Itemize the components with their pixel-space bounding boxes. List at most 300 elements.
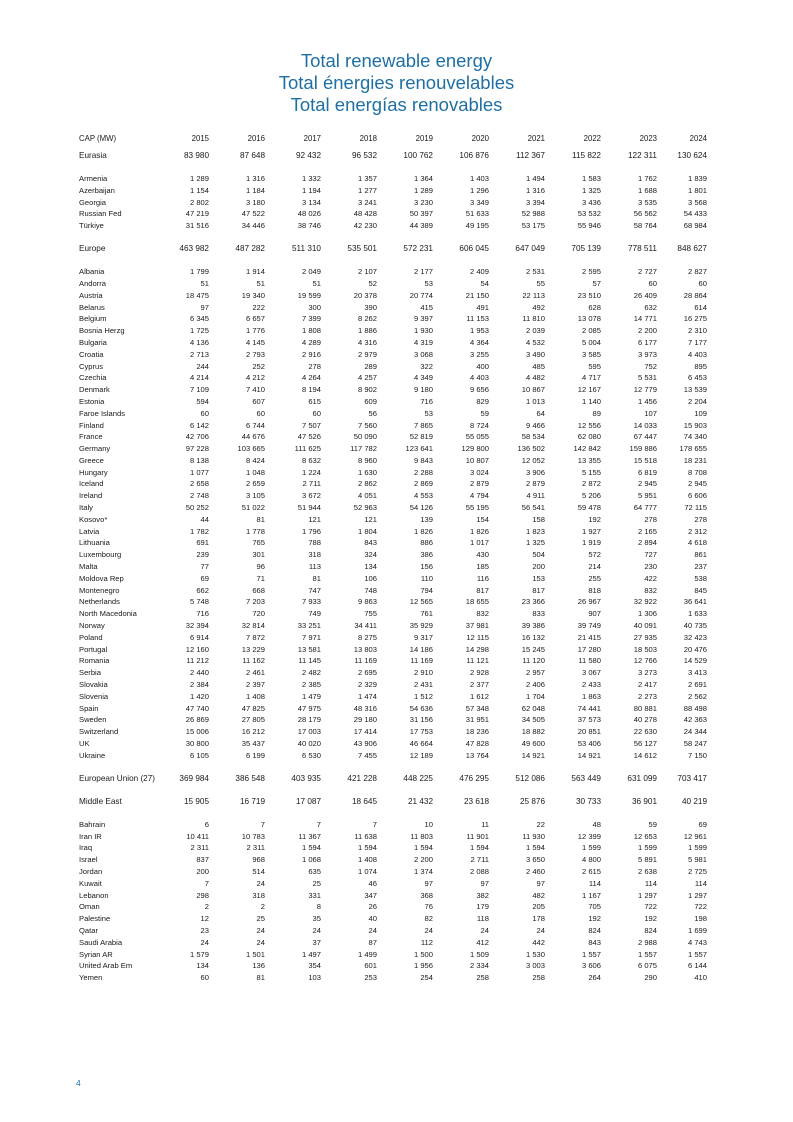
cell-value: 1 704 — [525, 691, 545, 701]
cell-value: 37 573 — [577, 715, 601, 725]
cell-value: 1 612 — [469, 691, 489, 701]
cell-value: 1 077 — [189, 467, 209, 477]
cell-value: 6 744 — [245, 420, 265, 430]
cell-value: 24 — [312, 925, 321, 935]
cell-value: 40 219 — [681, 796, 707, 806]
cell-value: 382 — [476, 890, 489, 900]
row-label: UK — [79, 739, 90, 749]
cell-value: 10 783 — [241, 831, 265, 841]
cell-value: 2 431 — [413, 680, 433, 690]
cell-value: 74 340 — [683, 432, 707, 442]
cell-value: 15 518 — [633, 455, 657, 465]
cell-value: 2 691 — [687, 680, 707, 690]
row-spacer — [79, 162, 707, 173]
cell-value: 705 — [588, 902, 601, 912]
country-row — [79, 949, 707, 961]
cell-value: 1 599 — [687, 843, 707, 853]
cell-value: 691 — [196, 538, 209, 548]
cell-value: 1 530 — [525, 949, 545, 959]
cell-value: 1 594 — [301, 843, 321, 853]
cell-value: 2 658 — [189, 479, 209, 489]
cell-value: 2 204 — [687, 396, 707, 406]
cell-value: 26 — [368, 902, 377, 912]
country-row — [79, 549, 707, 561]
cell-value: 511 310 — [292, 244, 321, 254]
cell-value: 7 — [260, 819, 265, 829]
row-label: Czechia — [79, 373, 107, 383]
cell-value: 6 345 — [189, 314, 209, 324]
cell-value: 2 107 — [357, 267, 377, 277]
row-label: Belgium — [79, 314, 107, 324]
cell-value: 4 349 — [413, 373, 433, 383]
cell-value: 47 828 — [465, 739, 489, 749]
cell-value: 12 189 — [409, 750, 433, 760]
country-row — [79, 750, 707, 762]
cell-value: 57 348 — [465, 703, 489, 713]
cell-value: 51 022 — [241, 503, 265, 513]
cell-value: 538 — [694, 573, 707, 583]
country-row — [79, 714, 707, 726]
cell-value: 9 863 — [357, 597, 377, 607]
cell-value: 23 — [200, 925, 209, 935]
year-header: 2017 — [303, 134, 321, 143]
cell-value: 829 — [476, 396, 489, 406]
cell-value: 788 — [308, 538, 321, 548]
cell-value: 4 743 — [687, 937, 707, 947]
cell-value: 4 403 — [687, 349, 707, 359]
cell-value: 50 252 — [185, 503, 209, 513]
row-label: Bahrain — [79, 819, 106, 829]
cell-value: 55 — [536, 278, 545, 288]
row-label: Netherlands — [79, 597, 120, 607]
cell-value: 6 657 — [245, 314, 265, 324]
cell-value: 51 944 — [297, 503, 321, 513]
cell-value: 895 — [694, 361, 707, 371]
cell-value: 1 796 — [301, 526, 321, 536]
title-fr: Total énergies renouvelables — [278, 72, 515, 93]
row-label: Syrian AR — [79, 949, 113, 959]
cell-value: 491 — [476, 302, 489, 312]
cell-value: 12 556 — [577, 420, 601, 430]
cell-value: 615 — [308, 396, 321, 406]
cell-value: 50 397 — [409, 209, 433, 219]
cell-value: 264 — [588, 973, 601, 983]
country-row — [79, 854, 707, 866]
row-spacer — [79, 232, 707, 243]
cell-value: 1 594 — [469, 843, 489, 853]
country-row — [79, 220, 707, 232]
cell-value: 9 180 — [413, 385, 433, 395]
cell-value: 1 325 — [525, 538, 545, 548]
cell-value: 2 659 — [245, 479, 265, 489]
cell-value: 300 — [308, 302, 321, 312]
cell-value: 51 — [312, 278, 321, 288]
cell-value: 258 — [476, 973, 489, 983]
row-label: Ireland — [79, 491, 103, 501]
cell-value: 1 778 — [245, 526, 265, 536]
cell-value: 1 688 — [637, 185, 657, 195]
cell-value: 23 618 — [463, 796, 489, 806]
cell-value: 178 — [532, 914, 545, 924]
country-row — [79, 290, 707, 302]
cell-value: 632 — [644, 302, 657, 312]
cell-value: 130 624 — [677, 151, 707, 160]
cell-value: 244 — [196, 361, 209, 371]
cell-value: 18 236 — [465, 727, 489, 737]
cell-value: 668 — [252, 585, 265, 595]
cell-value: 1 140 — [581, 396, 601, 406]
row-spacer — [79, 255, 707, 266]
cell-value: 1 296 — [469, 185, 489, 195]
cell-value: 134 — [196, 961, 209, 971]
cell-value: 2 311 — [190, 843, 209, 853]
title-block — [0, 50, 793, 116]
cell-value: 4 264 — [301, 373, 321, 383]
year-header: 2022 — [583, 134, 601, 143]
cell-value: 2 482 — [301, 668, 321, 678]
year-header: 2015 — [191, 134, 209, 143]
cell-value: 1 919 — [581, 538, 601, 548]
country-row — [79, 608, 707, 620]
cell-value: 4 364 — [469, 337, 489, 347]
cell-value: 87 648 — [239, 151, 265, 160]
cell-value: 6 914 — [189, 632, 209, 642]
country-row — [79, 866, 707, 878]
cell-value: 53 532 — [577, 209, 601, 219]
cell-value: 24 — [424, 925, 433, 935]
row-label: Jordan — [79, 866, 103, 876]
cell-value: 347 — [364, 890, 377, 900]
cell-value: 136 — [252, 961, 265, 971]
cell-value: 1 801 — [687, 185, 707, 195]
country-row — [79, 913, 707, 925]
cell-value: 4 051 — [357, 491, 377, 501]
cell-value: 318 — [252, 890, 265, 900]
cell-value: 720 — [252, 609, 265, 619]
cell-value: 12 399 — [577, 831, 601, 841]
cell-value: 3 973 — [637, 349, 657, 359]
row-label: Armenia — [79, 173, 108, 183]
cell-value: 80 881 — [633, 703, 657, 713]
cell-value: 324 — [364, 550, 377, 560]
cell-value: 2 725 — [687, 866, 707, 876]
cell-value: 7 399 — [301, 314, 321, 324]
cell-value: 1 557 — [581, 949, 601, 959]
cell-value: 1 154 — [189, 185, 209, 195]
cell-value: 116 — [476, 573, 489, 583]
cell-value: 40 278 — [633, 715, 657, 725]
cell-value: 32 394 — [185, 621, 209, 631]
cell-value: 748 — [364, 585, 377, 595]
cell-value: 55 055 — [465, 432, 489, 442]
cell-value: 25 — [312, 878, 321, 888]
cell-value: 47 522 — [241, 209, 265, 219]
cell-value: 81 — [312, 573, 321, 583]
cell-value: 27 805 — [241, 715, 265, 725]
country-row — [79, 478, 707, 490]
cell-value: 13 764 — [465, 750, 489, 760]
cell-value: 23 510 — [577, 290, 601, 300]
row-label: Azerbaijan — [79, 185, 115, 195]
cell-value: 606 045 — [459, 244, 489, 254]
cell-value: 1 325 — [581, 185, 601, 195]
country-row — [79, 596, 707, 608]
cell-value: 11 638 — [354, 831, 377, 841]
cell-value: 35 929 — [409, 621, 433, 631]
cell-value: 1 364 — [413, 173, 433, 183]
row-label: Moldova Rep — [79, 573, 124, 583]
cell-value: 53 — [424, 278, 433, 288]
cell-value: 8 424 — [245, 455, 265, 465]
cell-value: 97 — [200, 302, 209, 312]
cell-value: 448 225 — [403, 773, 433, 783]
cell-value: 4 289 — [301, 337, 321, 347]
cell-value: 77 — [200, 562, 209, 572]
row-label: Denmark — [79, 385, 110, 395]
cell-value: 3 436 — [581, 197, 601, 207]
cell-value: 42 363 — [683, 715, 707, 725]
cell-value: 9 466 — [525, 420, 545, 430]
cell-value: 12 160 — [185, 644, 209, 654]
row-label: Serbia — [79, 668, 101, 678]
country-row — [79, 349, 707, 361]
cell-value: 230 — [644, 562, 657, 572]
cell-value: 3 230 — [413, 197, 433, 207]
cell-value: 4 403 — [469, 373, 489, 383]
cell-value: 2 531 — [525, 267, 545, 277]
capacity-table — [79, 128, 707, 984]
cell-value: 44 — [200, 514, 209, 524]
cell-value: 16 275 — [683, 314, 707, 324]
cell-value: 1 403 — [469, 173, 489, 183]
country-row — [79, 526, 707, 538]
row-label: Norway — [79, 621, 105, 631]
cell-value: 22 630 — [633, 727, 657, 737]
cell-value: 907 — [588, 609, 601, 619]
country-row — [79, 467, 707, 479]
cell-value: 5 206 — [581, 491, 601, 501]
cell-value: 755 — [364, 609, 377, 619]
cell-value: 3 394 — [525, 197, 545, 207]
cell-value: 845 — [694, 585, 707, 595]
cell-value: 158 — [532, 514, 545, 524]
cell-value: 6 530 — [301, 750, 321, 760]
cell-value: 11 810 — [522, 314, 545, 324]
cell-value: 6 199 — [245, 750, 265, 760]
cell-value: 89 — [592, 408, 601, 418]
cell-value: 968 — [252, 855, 265, 865]
cell-value: 58 247 — [683, 739, 707, 749]
cell-value: 1 583 — [581, 173, 601, 183]
cell-value: 24 — [200, 937, 209, 947]
cell-value: 46 — [368, 878, 377, 888]
cell-value: 512 086 — [515, 773, 545, 783]
cell-value: 7 — [316, 819, 321, 829]
cell-value: 368 — [420, 890, 433, 900]
cell-value: 1 194 — [301, 185, 321, 195]
cell-value: 9 397 — [413, 314, 433, 324]
country-row — [79, 490, 707, 502]
cell-value: 3 413 — [687, 668, 707, 678]
cell-value: 8 960 — [357, 455, 377, 465]
cell-value: 2 638 — [637, 866, 657, 876]
cell-value: 2 334 — [469, 961, 489, 971]
cell-value: 7 455 — [357, 750, 377, 760]
cell-value: 7 109 — [189, 385, 209, 395]
cell-value: 9 656 — [469, 385, 489, 395]
cell-value: 6 606 — [687, 491, 707, 501]
cell-value: 761 — [420, 609, 433, 619]
cell-value: 752 — [644, 361, 657, 371]
row-label: Sweden — [79, 715, 107, 725]
region-row — [79, 796, 707, 808]
country-row — [79, 726, 707, 738]
cell-value: 2 397 — [245, 680, 265, 690]
cell-value: 52 963 — [353, 503, 377, 513]
row-label: Hungary — [79, 467, 108, 477]
cell-value: 87 — [368, 937, 377, 947]
cell-value: 21 415 — [577, 632, 601, 642]
row-label: Lithuania — [79, 538, 110, 548]
cell-value: 2 727 — [637, 267, 657, 277]
cell-value: 12 961 — [683, 831, 707, 841]
row-label: Bosnia Herzg — [79, 326, 125, 336]
country-row — [79, 632, 707, 644]
cell-value: 69 — [200, 573, 209, 583]
cell-value: 4 136 — [189, 337, 209, 347]
cell-value: 631 099 — [627, 773, 657, 783]
cell-value: 3 067 — [581, 668, 601, 678]
cell-value: 1 826 — [469, 526, 489, 536]
year-header: 2018 — [359, 134, 377, 143]
cell-value: 2 200 — [413, 855, 433, 865]
cell-value: 34 411 — [354, 621, 377, 631]
cell-value: 142 842 — [573, 444, 601, 454]
row-spacer — [79, 785, 707, 796]
cell-value: 136 502 — [517, 444, 545, 454]
cell-value: 6 105 — [189, 750, 209, 760]
cell-value: 837 — [196, 855, 209, 865]
row-label: Kosovo* — [79, 514, 108, 524]
cell-value: 415 — [420, 302, 433, 312]
cell-value: 369 984 — [179, 773, 209, 783]
cell-value: 40 020 — [297, 739, 321, 749]
country-row — [79, 937, 707, 949]
cell-value: 843 — [364, 538, 377, 548]
cell-value: 25 — [256, 914, 265, 924]
cell-value: 278 — [694, 514, 707, 524]
cell-value: 278 — [308, 361, 321, 371]
cell-value: 24 — [256, 925, 265, 935]
cell-value: 2 945 — [637, 479, 657, 489]
row-label: Qatar — [79, 925, 98, 935]
cell-value: 2 711 — [302, 479, 321, 489]
cell-value: 400 — [476, 361, 489, 371]
cell-value: 81 — [256, 973, 265, 983]
cell-value: 48 316 — [353, 703, 377, 713]
cell-value: 20 476 — [683, 644, 707, 654]
cell-value: 10 807 — [465, 455, 489, 465]
cell-value: 1 297 — [687, 890, 707, 900]
year-header: 2021 — [527, 134, 545, 143]
country-row — [79, 514, 707, 526]
cell-value: 10 411 — [186, 831, 209, 841]
cell-value: 2 879 — [525, 479, 545, 489]
row-label: Estonia — [79, 396, 105, 406]
cell-value: 833 — [532, 609, 545, 619]
cell-value: 1 839 — [687, 173, 707, 183]
cell-value: 1 408 — [357, 855, 377, 865]
row-label: Georgia — [79, 197, 107, 207]
cell-value: 14 186 — [409, 644, 433, 654]
cell-value: 6 — [204, 819, 209, 829]
cell-value: 7 971 — [301, 632, 321, 642]
cell-value: 56 127 — [633, 739, 657, 749]
cell-value: 107 — [644, 408, 657, 418]
cell-value: 703 417 — [677, 773, 707, 783]
cell-value: 17 753 — [409, 727, 433, 737]
cell-value: 49 195 — [465, 221, 489, 231]
cell-value: 824 — [588, 925, 601, 935]
cell-value: 1 074 — [357, 866, 377, 876]
cell-value: 36 901 — [631, 796, 657, 806]
cell-value: 817 — [532, 585, 545, 595]
cell-value: 1 599 — [581, 843, 601, 853]
cell-value: 52 819 — [409, 432, 433, 442]
cell-value: 13 078 — [577, 314, 601, 324]
cell-value: 13 581 — [297, 644, 321, 654]
cell-value: 628 — [588, 302, 601, 312]
country-row — [79, 443, 707, 455]
cell-value: 30 800 — [185, 739, 209, 749]
country-row — [79, 691, 707, 703]
country-row — [79, 325, 707, 337]
cell-value: 122 311 — [628, 151, 657, 160]
row-label: Yemen — [79, 973, 103, 983]
cell-value: 57 — [592, 278, 601, 288]
cell-value: 103 665 — [237, 444, 265, 454]
cell-value: 2 945 — [687, 479, 707, 489]
cell-value: 3 273 — [637, 668, 657, 678]
cell-value: 35 — [312, 914, 321, 924]
cell-value: 2 165 — [637, 526, 657, 536]
cell-value: 40 735 — [683, 621, 707, 631]
cell-value: 2 177 — [413, 267, 433, 277]
cell-value: 1 557 — [637, 949, 657, 959]
cell-value: 40 091 — [633, 621, 657, 631]
cell-value: 22 113 — [522, 290, 545, 300]
cell-value: 18 231 — [683, 455, 707, 465]
cell-value: 83 980 — [183, 151, 209, 160]
country-row — [79, 831, 707, 843]
cell-value: 237 — [694, 562, 707, 572]
country-row — [79, 372, 707, 384]
cell-value: 32 814 — [241, 621, 265, 631]
cell-value: 1 017 — [469, 538, 489, 548]
cell-value: 47 975 — [297, 703, 321, 713]
cell-value: 100 762 — [403, 151, 433, 160]
cell-value: 749 — [308, 609, 321, 619]
cell-value: 2 562 — [687, 691, 707, 701]
cell-value: 476 295 — [459, 773, 489, 783]
cell-value: 1 497 — [301, 949, 321, 959]
country-row — [79, 396, 707, 408]
cell-value: 2 200 — [637, 326, 657, 336]
unit-label: CAP (MW) — [79, 134, 117, 143]
cell-value: 4 257 — [357, 373, 377, 383]
cell-value: 290 — [644, 973, 657, 983]
cell-value: 390 — [364, 302, 377, 312]
